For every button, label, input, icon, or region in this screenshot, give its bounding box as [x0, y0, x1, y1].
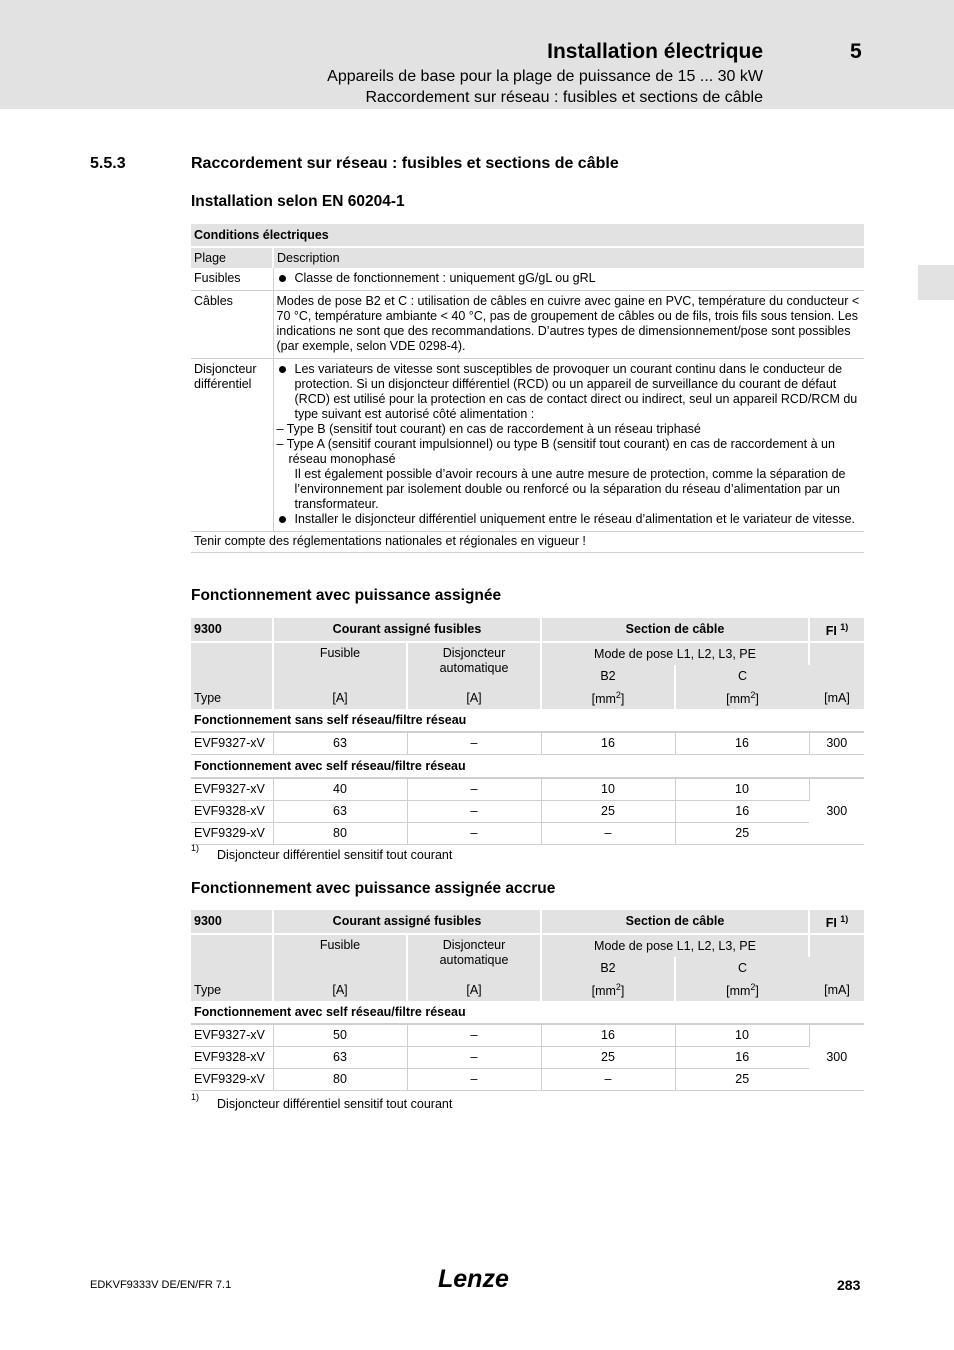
- col-b2: B2: [541, 957, 675, 979]
- unit-a: [A]: [407, 979, 541, 1001]
- rcd-label: Disjoncteur différentiel: [191, 359, 273, 532]
- col-install-mode: Mode de pose L1, L2, L3, PE: [541, 934, 809, 957]
- table-row: EVF9327-xV 40 – 10 10 300: [191, 778, 864, 801]
- table2-heading: Fonctionnement avec puissance assignée accrue: [191, 880, 556, 897]
- section-number: 5.5.3: [90, 155, 126, 172]
- col-type: Type: [191, 934, 273, 1001]
- page-subtitle-1: Appareils de base pour la plage de puissance de 15 ... 30 kW: [327, 68, 763, 85]
- col-b2: B2: [541, 665, 675, 687]
- page-subtitle-2: Raccordement sur réseau : fusibles et sections de câble: [365, 89, 763, 106]
- rated-power-table: [191, 618, 864, 845]
- col-c: C: [675, 665, 809, 687]
- page-title: Installation électrique: [547, 40, 763, 63]
- table-row: EVF9327-xV 63 – 16 16 300: [191, 732, 864, 755]
- cables-text: Modes de pose B2 et C : utilisation de câbles en cuivre avec gaine en PVC, température du conducteur < 70 °C, température ambiante < 40 °C, pas de groupement de câbles ou de fils, trois fils sous tension. Les indications ne sont que des recommandations. D’autres types de dimensionnement/pose sont possibles (par exemple, selon VDE 0298-4).: [273, 291, 864, 359]
- unit-a: [A]: [273, 687, 407, 709]
- col-fi: FI $^{1)}$: [809, 618, 864, 642]
- footnote: $^{1)}$Disjoncteur différentiel sensitif tout courant: [191, 843, 453, 863]
- col-cable-section: Section de câble: [541, 618, 809, 642]
- table1-heading: Fonctionnement avec puissance assignée: [191, 587, 502, 604]
- regulations-note: Tenir compte des réglementations nationales et régionales en vigueur !: [191, 532, 864, 553]
- col-rated-fuses: Courant assigné fusibles: [273, 910, 541, 934]
- col-range: Plage: [191, 247, 273, 268]
- table-row: EVF9329-xV 80 – – 25: [191, 1069, 864, 1091]
- table-row: EVF9327-xV 50 – 16 10 300: [191, 1024, 864, 1047]
- group-label: Fonctionnement avec self réseau/filtre réseau: [191, 1001, 864, 1024]
- unit-a: [A]: [273, 979, 407, 1001]
- unit-a: [A]: [407, 687, 541, 709]
- chapter-number: 5: [850, 40, 862, 63]
- col-unit-ma: [mA]: [809, 642, 864, 709]
- table-row: EVF9328-xV 63 – 25 16: [191, 801, 864, 823]
- col-breaker: Disjoncteur automatique: [407, 934, 541, 979]
- col-fuse: Fusible: [273, 642, 407, 687]
- increased-power-table: [191, 910, 864, 1091]
- rcd-bullet-1: Les variateurs de vitesse sont susceptibles de provoquer un courant continu dans le conducteur de protection. Si un disjoncteur différentiel (RCD) ou un appareil de surveillance du courant de défaut (RCD) est utilisé pour la protection en cas de contact direct ou indirect, seul un appareil RCD/RCM du type suivant est autorisé côté alimentation : – Type B (sensitif tout courant) en cas de raccordement à un réseau triphasé – Type A (sensitif courant impulsionnel) ou type B (sensitif tout courant) en cas de raccordement à un réseau monophasé Il est également possible d’avoir recours à une autre mesure de protection, comme la séparation de l’environnement par isolement double ou renforcé ou la séparation du réseau d’alimentation par un transformateur.: [277, 362, 862, 512]
- conditions-title: Conditions électriques: [191, 224, 864, 247]
- table-row: EVF9328-xV 63 – 25 16: [191, 1047, 864, 1069]
- group-label: Fonctionnement sans self réseau/filtre réseau: [191, 709, 864, 732]
- col-rated-fuses: Courant assigné fusibles: [273, 618, 541, 642]
- unit-mm2: $[mm^2]$: [675, 687, 809, 709]
- rcd-dash-1: – Type B (sensitif tout courant) en cas de raccordement à un réseau triphasé: [276, 422, 701, 436]
- fuses-text: Classe de fonctionnement : uniquement gG/gL ou gRL: [277, 271, 862, 286]
- col-type: Type: [191, 642, 273, 709]
- footnote: $^{1)}$Disjoncteur différentiel sensitif tout courant: [191, 1092, 453, 1112]
- col-breaker: Disjoncteur automatique: [407, 642, 541, 687]
- rcd-extra: Il est également possible d’avoir recours à une autre mesure de protection, comme la séparation de l’environnement par isolement double ou renforcé ou la séparation du réseau d’alimentation par un transformateur.: [294, 467, 846, 511]
- chapter-tab-marker: [918, 265, 954, 300]
- col-description: Description: [273, 247, 864, 268]
- fuses-label: Fusibles: [191, 268, 273, 291]
- fi-value: 300: [809, 1024, 864, 1091]
- unit-mm2: $[mm^2]$: [541, 687, 675, 709]
- col-cable-section: Section de câble: [541, 910, 809, 934]
- svg-text:Lenze: Lenze: [438, 1265, 509, 1293]
- install-heading: Installation selon EN 60204-1: [191, 193, 405, 210]
- unit-mm2: $[mm^2]$: [675, 979, 809, 1001]
- col-fi: FI $^{1)}$: [809, 910, 864, 934]
- page-number: 283: [837, 1277, 861, 1293]
- electrical-conditions-table: [191, 224, 864, 553]
- unit-mm2: $[mm^2]$: [541, 979, 675, 1001]
- col-c: C: [675, 957, 809, 979]
- col-series: 9300: [191, 618, 273, 642]
- rcd-dash-2: – Type A (sensitif courant impulsionnel) ou type B (sensitif tout courant) en cas de raccordement à un réseau monophasé: [276, 437, 835, 466]
- col-fuse: Fusible: [273, 934, 407, 979]
- document-id: EDKVF9333V DE/EN/FR 7.1: [90, 1279, 232, 1291]
- table-row: EVF9329-xV 80 – – 25: [191, 823, 864, 845]
- col-series: 9300: [191, 910, 273, 934]
- col-unit-ma: [mA]: [809, 934, 864, 1001]
- section-title: Raccordement sur réseau : fusibles et sections de câble: [191, 155, 619, 172]
- lenze-logo: [437, 1263, 515, 1298]
- rcd-bullet-2: Installer le disjoncteur différentiel uniquement entre le réseau d’alimentation et le variateur de vitesse.: [277, 512, 862, 527]
- group-label: Fonctionnement avec self réseau/filtre réseau: [191, 755, 864, 779]
- col-install-mode: Mode de pose L1, L2, L3, PE: [541, 642, 809, 665]
- cables-label: Câbles: [191, 291, 273, 359]
- fi-value: 300: [809, 778, 864, 845]
